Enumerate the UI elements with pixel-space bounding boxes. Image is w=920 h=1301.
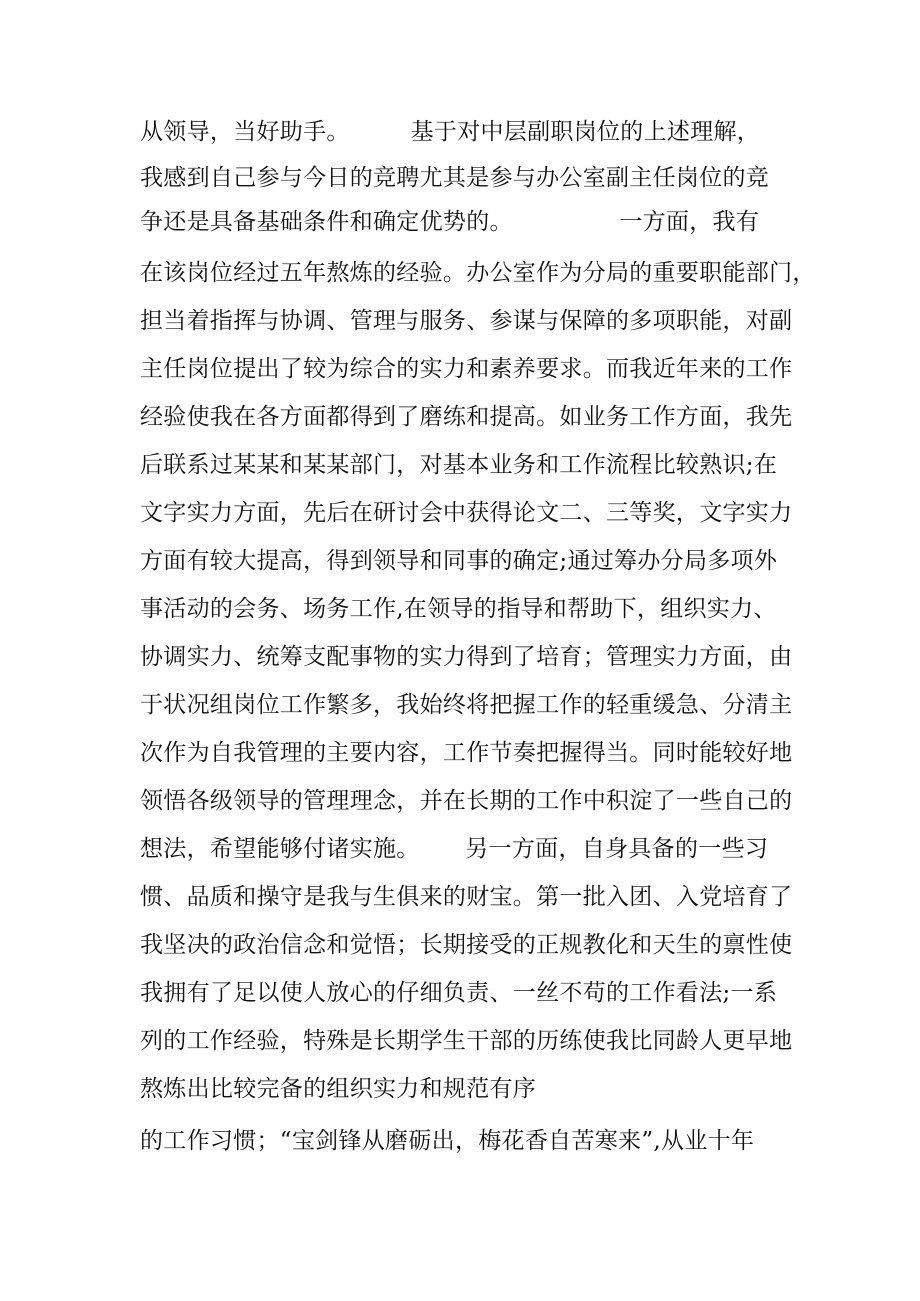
text-line: 熬炼出比较完备的组织实力和规范有序 [140,1076,537,1102]
text-line: 想法，希望能够付诸实施。 另一方面，自身具备的一些习 [140,836,769,862]
text-line: 于状况组岗位工作繁多，我始终将把握工作的轻重缓急、分清主 [140,692,793,718]
text-line: 列的工作经验，特殊是长期学生干部的历练使我比同龄人更早地 [140,1028,793,1054]
text-line: 我感到自己参与今日的竞聘尤其是参与办公室副主任岗位的竞 [140,165,770,191]
text-line: 事活动的会务、场务工作,在领导的指导和帮助下，组织实力、 [140,596,777,622]
text-line: 次作为自我管理的主要内容，工作节奏把握得当。同时能较好地 [140,740,793,766]
text-line: 方面有较大提高，得到领导和同事的确定;通过筹办分局多项外 [140,548,778,574]
text-line: 我坚决的政治信念和觉悟；长期接受的正规教化和天生的禀性使 [140,932,793,958]
text-line: 的工作习惯；“宝剑锋从磨砺出，梅花香自苦寒来”,从业十年 [140,1128,755,1154]
text-line: 协调实力、统筹支配事物的实力得到了培育；管理实力方面，由 [140,644,793,670]
text-line: 我拥有了足以使人放心的仔细负责、一丝不苟的工作看法;一系 [140,980,778,1006]
text-line: 惯、品质和操守是我与生俱来的财宝。第一批入团、入党培育了 [140,884,793,910]
text-line: 在该岗位经过五年熬炼的经验。办公室作为分局的重要职能部门， [140,260,816,286]
text-line: 文字实力方面，先后在研讨会中获得论文二、三等奖，文字实力 [140,500,793,526]
text-line: 经验使我在各方面都得到了磨练和提高。如业务工作方面，我先 [140,404,793,430]
text-line: 担当着指挥与协调、管理与服务、参谋与保障的多项职能，对副 [140,308,793,334]
text-line: 争还是具备基础条件和确定优势的。 一方面，我有 [140,209,760,235]
text-line: 主任岗位提出了较为综合的实力和素养要求。而我近年来的工作 [140,356,793,382]
text-line: 从领导，当好助手。 基于对中层副职岗位的上述理解， [140,119,761,145]
text-line: 领悟各级领导的管理理念，并在长期的工作中积淀了一些自己的 [140,788,793,814]
text-line: 后联系过某某和某某部门，对基本业务和工作流程比较熟识;在 [140,452,778,478]
